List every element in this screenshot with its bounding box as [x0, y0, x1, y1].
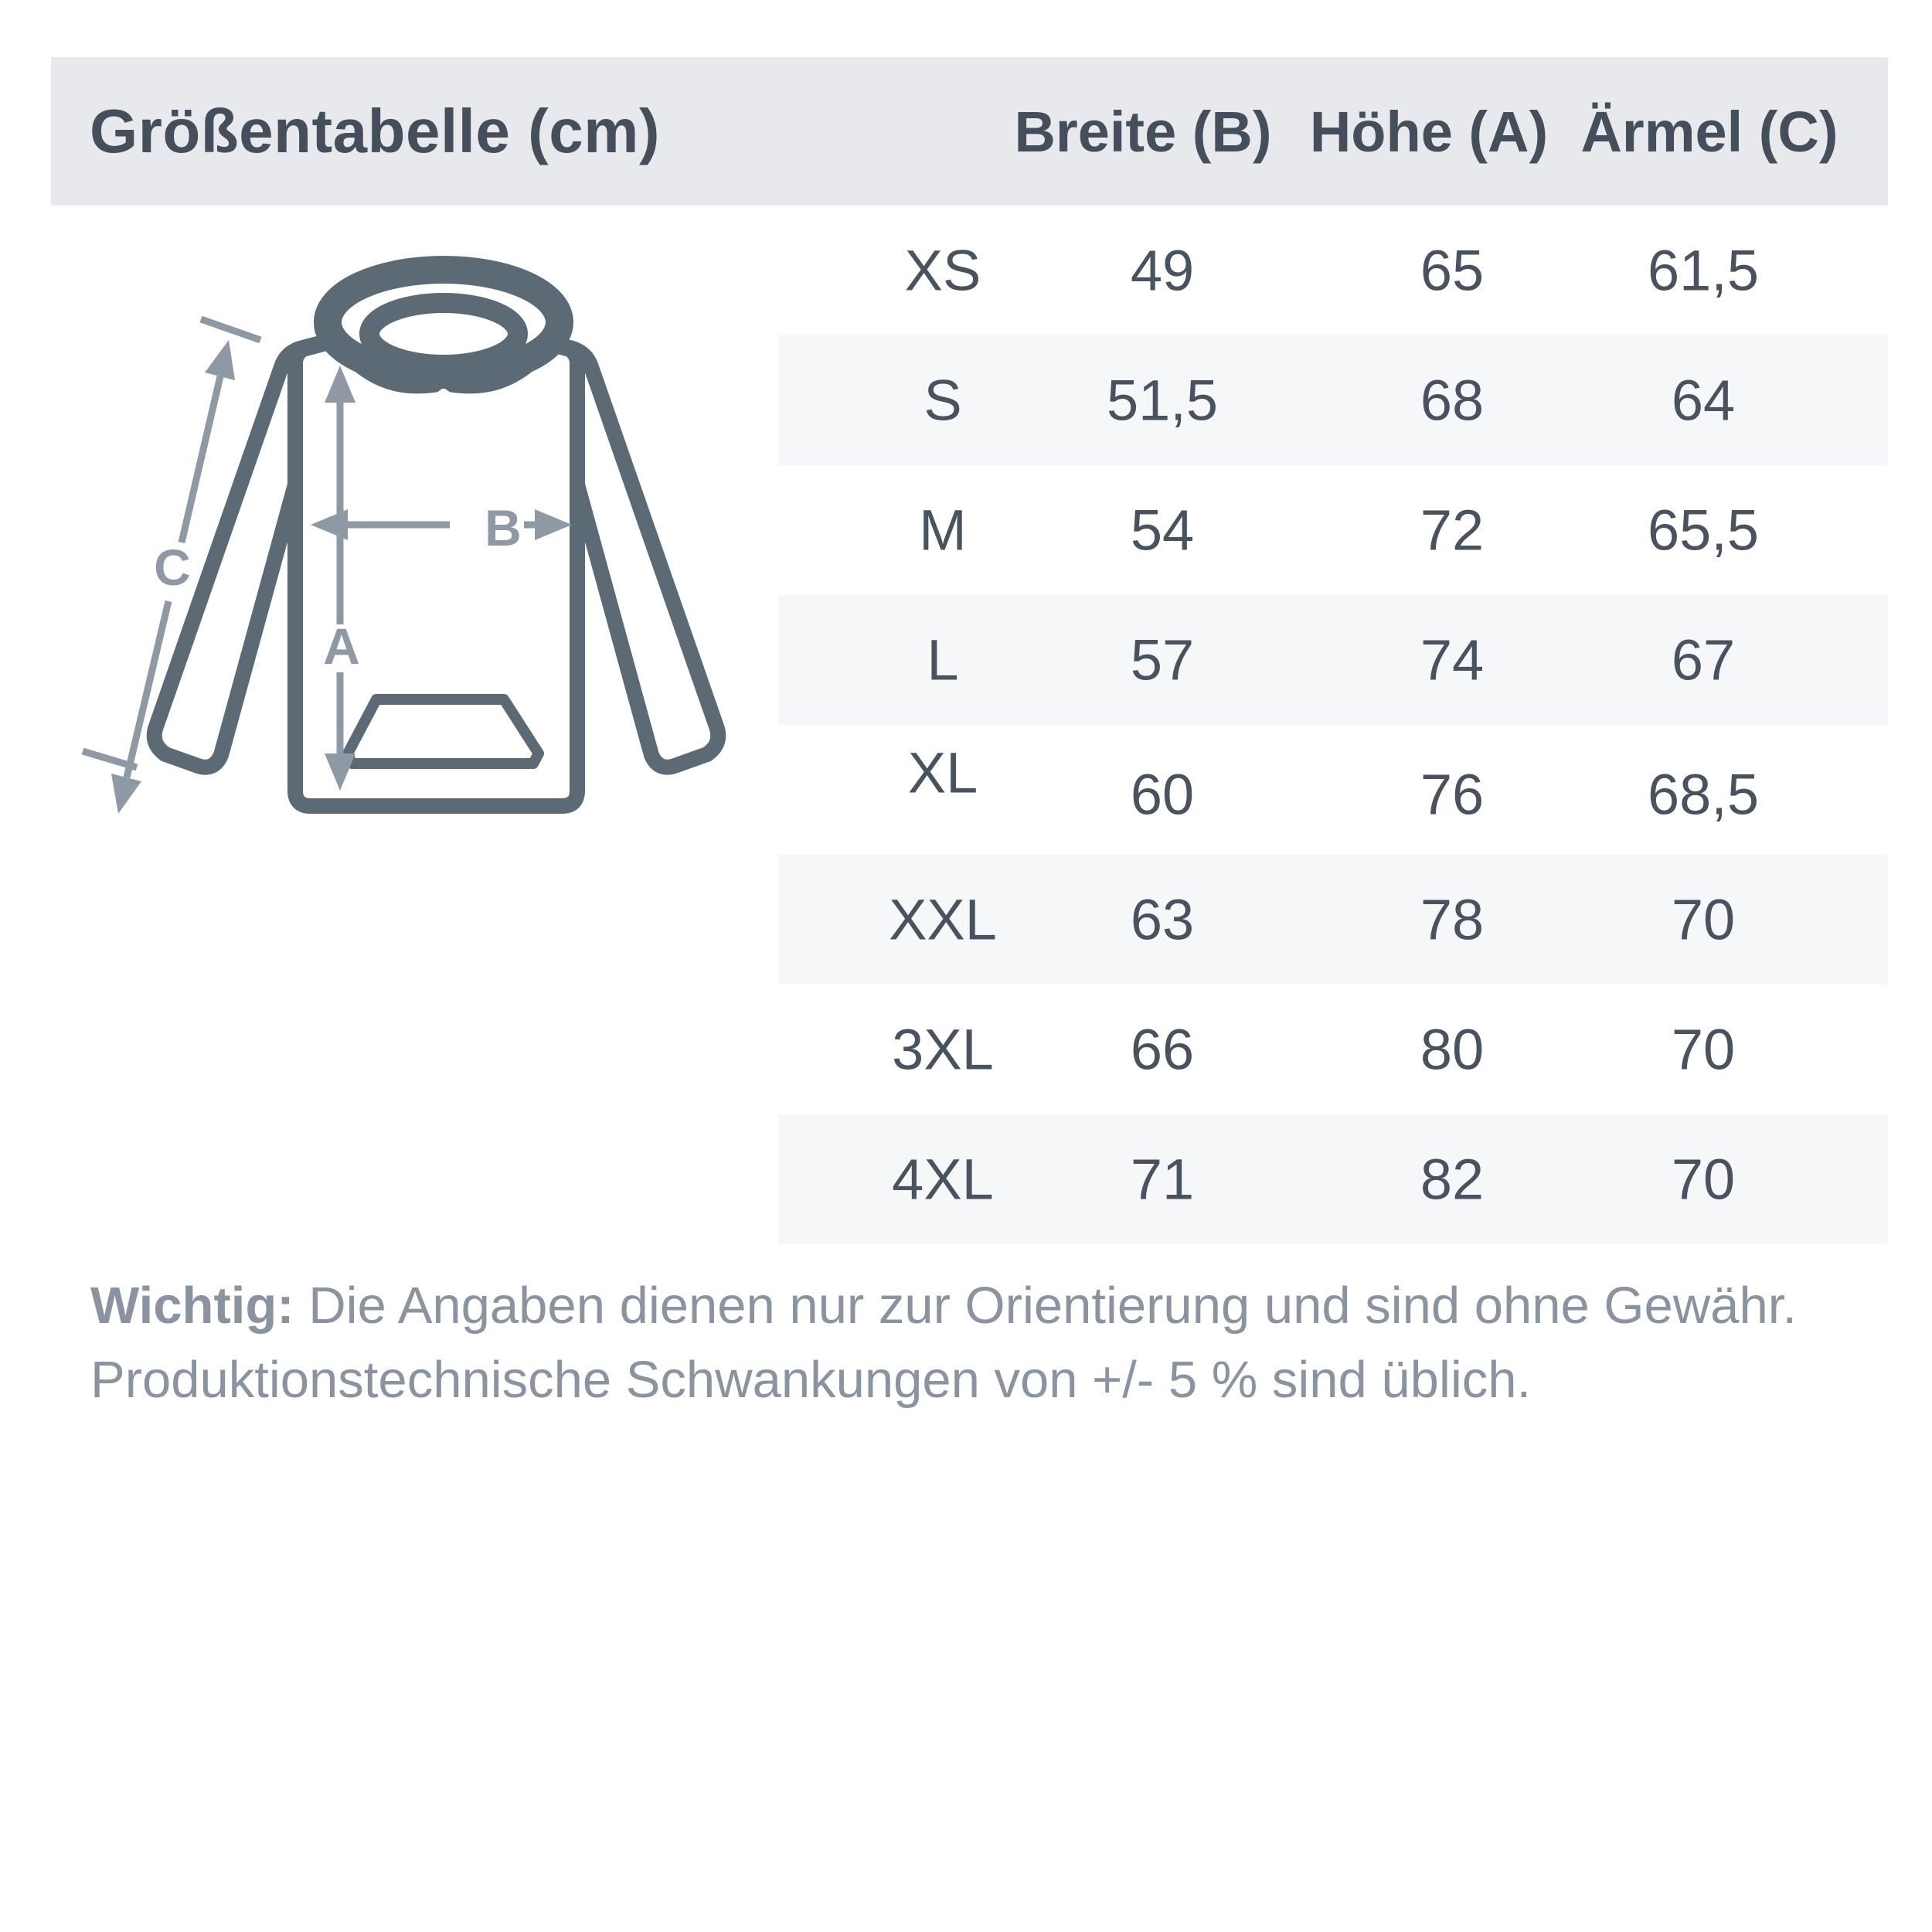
aermel-value: 64	[1671, 368, 1736, 433]
breite-value: 66	[1130, 1017, 1195, 1082]
table-row	[778, 1114, 1888, 1244]
hoodie-measurement-diagram	[62, 255, 757, 866]
breite-value: 63	[1130, 887, 1195, 952]
hoehe-value: 82	[1420, 1147, 1485, 1212]
aermel-value: 70	[1671, 887, 1736, 952]
table-row	[778, 725, 1888, 855]
hoehe-value: 78	[1420, 887, 1485, 952]
table-row	[778, 855, 1888, 985]
hoehe-value: 80	[1420, 1017, 1485, 1082]
size-label: XL	[907, 740, 978, 805]
hoehe-value: 74	[1420, 628, 1485, 692]
breite-value: 71	[1130, 1147, 1195, 1212]
breite-value: 60	[1130, 762, 1195, 827]
size-label: XXL	[889, 887, 997, 952]
table-row	[778, 985, 1888, 1114]
measure-a-label: A	[323, 617, 360, 675]
disclaimer-line1: Die Angaben dienen nur zur Orientierung und sind ohne Gewähr.	[294, 1277, 1797, 1335]
hoodie-pocket	[348, 699, 539, 764]
table-row	[778, 595, 1888, 725]
size-label: 3XL	[892, 1017, 994, 1082]
table-header-bar	[51, 57, 1888, 206]
hoehe-value: 68	[1420, 368, 1485, 433]
aermel-value: 65,5	[1647, 498, 1760, 563]
aermel-value: 68,5	[1647, 762, 1760, 827]
hoehe-value: 72	[1420, 498, 1485, 563]
size-label: S	[923, 368, 962, 433]
breite-value: 57	[1130, 628, 1195, 692]
size-label: XS	[904, 238, 981, 303]
column-header-breite: Breite (B)	[1014, 99, 1272, 164]
measure-c-label: C	[154, 539, 191, 596]
aermel-value: 70	[1671, 1147, 1736, 1212]
aermel-value: 70	[1671, 1017, 1736, 1082]
breite-value: 51,5	[1106, 368, 1219, 433]
column-header-hoehe: Höhe (A)	[1309, 99, 1549, 164]
hoehe-value: 76	[1420, 762, 1485, 827]
aermel-value: 67	[1671, 628, 1736, 692]
breite-value: 54	[1130, 498, 1195, 563]
disclaimer-note	[90, 1269, 1860, 1417]
page-title: Größentabelle (cm)	[90, 97, 661, 165]
size-label: 4XL	[892, 1147, 994, 1212]
measure-b-label: B	[485, 499, 522, 556]
hoodie-hood	[328, 270, 560, 381]
table-row	[778, 465, 1888, 595]
size-label: L	[927, 628, 959, 692]
breite-value: 49	[1130, 238, 1195, 303]
size-label: M	[919, 498, 967, 563]
disclaimer-line2: Produktionstechnische Schwankungen von +/- 5 % sind üblich.	[90, 1351, 1532, 1409]
aermel-value: 61,5	[1647, 238, 1760, 303]
disclaimer-bold-label: Wichtig:	[90, 1277, 294, 1335]
table-row	[778, 335, 1888, 465]
table-row	[778, 206, 1888, 335]
hoehe-value: 65	[1420, 238, 1485, 303]
column-header-aermel: Ärmel (C)	[1580, 99, 1838, 164]
size-table	[778, 206, 1888, 1244]
